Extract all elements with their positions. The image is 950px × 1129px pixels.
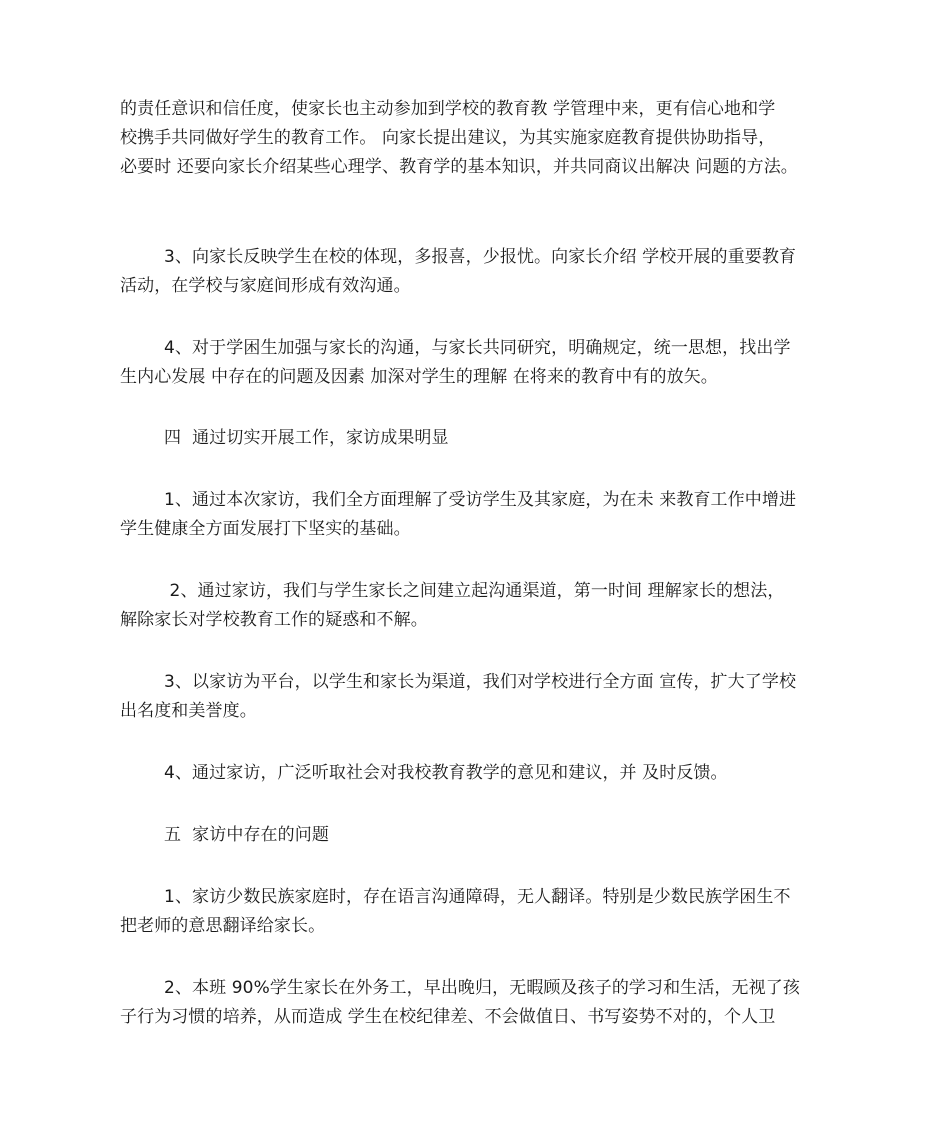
text-line: 子行为习惯的培养，从而造成 学生在校纪律差、不会做值日、书写姿势不对的，个人卫	[120, 1007, 776, 1027]
section-heading-five	[120, 821, 835, 850]
heading-line: 五 家访中存在的问题	[120, 825, 329, 845]
paragraph-problem-2	[120, 974, 835, 1032]
paragraph-result-4	[120, 759, 835, 788]
text-line: 3、以家访为平台，以学生和家长为渠道，我们对学校进行全方面 宣传，扩大了学校	[120, 672, 797, 692]
text-line: 把老师的意思翻译给家长。	[120, 916, 326, 936]
heading-line: 四 通过切实开展工作，家访成果明显	[120, 428, 449, 448]
paragraph-item-4-struggling-students	[120, 334, 835, 392]
text-line: 1、家访少数民族家庭时，存在语言沟通障碍，无人翻译。特别是少数民族学困生不	[120, 887, 791, 907]
text-line: 的责任意识和信任度，使家长也主动参加到学校的教育教 学管理中来，更有信心地和学	[120, 99, 776, 119]
paragraph-item-3-report	[120, 243, 835, 301]
paragraph-result-2	[120, 577, 835, 635]
text-line: 2、本班 90%学生家长在外务工，早出晚归，无暇顾及孩子的学习和生活，无视了孩	[120, 978, 800, 998]
text-line: 2、通过家访，我们与学生家长之间建立起沟通渠道，第一时间 理解家长的想法，	[120, 581, 785, 601]
text-line: 必要时 还要向家长介绍某些心理学、教育学的基本知识，并共同商议出解决 问题的方法。	[120, 157, 798, 177]
paragraph-result-3	[120, 668, 835, 726]
paragraph-result-1	[120, 486, 835, 544]
text-line: 校携手共同做好学生的教育工作。 向家长提出建议，为其实施家庭教育提供协助指导，	[120, 128, 776, 148]
paragraph-problem-1	[120, 883, 835, 941]
text-line: 活动，在学校与家庭间形成有效沟通。	[120, 276, 411, 296]
text-line: 4、通过家访，广泛听取社会对我校教育教学的意见和建议，并 及时反馈。	[120, 763, 728, 783]
text-line: 出名度和美誉度。	[120, 701, 257, 721]
text-line: 3、向家长反映学生在校的体现，多报喜，少报忧。向家长介绍 学校开展的重要教育	[120, 247, 797, 267]
section-heading-four	[120, 424, 835, 453]
text-line: 学生健康全方面发展打下坚实的基础。	[120, 519, 411, 539]
paragraph-parent-responsibility	[120, 95, 835, 182]
text-line: 4、对于学困生加强与家长的沟通，与家长共同研究，明确规定，统一思想，找出学	[120, 338, 791, 358]
text-line: 解除家长对学校教育工作的疑惑和不解。	[120, 610, 428, 630]
text-line: 1、通过本次家访，我们全方面理解了受访学生及其家庭，为在未 来教育工作中增进	[120, 490, 797, 510]
text-line: 生内心发展 中存在的问题及因素 加深对学生的理解 在将来的教育中有的放矢。	[120, 367, 718, 387]
